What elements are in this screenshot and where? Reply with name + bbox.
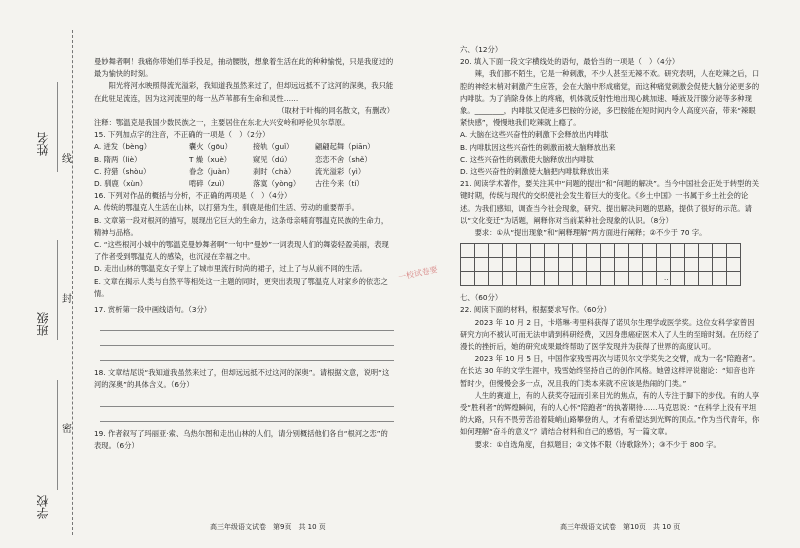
- grid-cell[interactable]: [727, 258, 741, 272]
- q15-stem: 15. 下列加点字的注音，不正确的一项是（ ）（2分）: [94, 130, 270, 140]
- q16-option: A. 传统的鄂温克人生活在山林，以打猎为生，驯鹿是他们生活、劳动的重要帮手。: [94, 203, 359, 213]
- section-6-heading: 六、（12分）: [460, 45, 503, 54]
- q20-option: B. 内啡肽因这些兴奋性的刺激而被大脑释放出来: [460, 142, 616, 152]
- grid-cell[interactable]: [461, 244, 475, 258]
- grid-cell[interactable]: [573, 272, 587, 286]
- grid-cell[interactable]: [643, 272, 657, 286]
- grid-cell[interactable]: [489, 258, 503, 272]
- grid-cell[interactable]: [517, 244, 531, 258]
- q15-option-row: C. 狩猎（shòu） 眷念（juàn） 刹时（chà） 流光溢彩（yì）: [94, 166, 366, 176]
- grid-cell[interactable]: [615, 272, 629, 286]
- grid-cell[interactable]: [685, 272, 699, 286]
- grid-cell[interactable]: [559, 258, 573, 272]
- grid-end-mark: ..: [664, 274, 669, 283]
- grid-cell[interactable]: [713, 244, 727, 258]
- left-footer: 高三年级语文试卷 第9页 共 10 页: [210, 523, 326, 531]
- name-blank: [57, 82, 58, 172]
- q15-option-row: A. 迸发（bèng） 囊火（gōu） 接轨（guǐ） 翩翩起舞（piān）: [94, 142, 375, 152]
- right-footer: 高三年级语文试卷 第10页 共 10 页: [560, 523, 681, 531]
- q16-option: D. 走出山林的鄂温克女子穿上了城市里流行时尚的裙子，过上了与从前不同的生活。: [94, 264, 367, 274]
- grid-cell[interactable]: [489, 272, 503, 286]
- q15-option-row: B. 隋两（liè） T 燥（xuè） 窥见（dú） 恋恋不舍（shě）: [94, 154, 372, 164]
- grid-cell[interactable]: [629, 272, 643, 286]
- grid-cell[interactable]: [503, 244, 517, 258]
- answer-line[interactable]: [100, 346, 394, 361]
- grid-cell[interactable]: [601, 258, 615, 272]
- q22-stem: 22. 阅读下面的材料，根据要求写作。（60分）: [460, 305, 611, 315]
- binding-margin: [0, 0, 82, 548]
- answer-line[interactable]: [100, 331, 394, 346]
- q18-stem: 18. 文章结尾说“我知道我虽然来过了，但却远远抵不过这河的深奥”。请根据文意，说明“这河的深奥”的具体含义。（6分）: [94, 368, 390, 390]
- grid-cell[interactable]: [531, 258, 545, 272]
- grid-cell[interactable]: [601, 272, 615, 286]
- answer-grid[interactable]: [460, 243, 741, 286]
- q17-stem: 17. 赏析第一段中画线语句。（3分）: [94, 305, 212, 315]
- grid-cell[interactable]: [671, 244, 685, 258]
- grid-cell[interactable]: [489, 244, 503, 258]
- q20-passage: 辣，我们都不陌生，它是一种刺激，不少人甚至无辣不欢。研究表明，人在吃辣之后，口腔的神经末梢对刺激产生应答，会在大脑中形成痛觉，而这种痛觉刺激会促使大脑分泌更多的内啡肽。为了消除身体上的疼痛，机体就反射性地出现心跳加速、唾液及汗腺分泌等多种现象。________，内啡肽又促进多巴胺的分泌，多巴胺能在短时间内令人高度兴奋，带来“辣眼紧快感”，慢慢地我们吃辣就上瘾了。: [460, 69, 760, 128]
- answer-line[interactable]: [100, 316, 394, 331]
- grid-cell[interactable]: [699, 258, 713, 272]
- grid-cell[interactable]: [671, 272, 685, 286]
- q21-requirement: 要求：①从“提出现象”和“阐释理解”两方面进行阐释；②不少于 70 字。: [474, 228, 707, 238]
- seal-word-seal: 封: [62, 294, 72, 305]
- passage-note: 注释：鄂温克是我国少数民族之一，主要居住在东北大兴安岭和呼伦贝尔草原。: [94, 118, 350, 128]
- grid-cell[interactable]: [671, 258, 685, 272]
- grid-cell[interactable]: [699, 272, 713, 286]
- material-3: 人生的赛道上，有的人获奖夺冠而引来目光的焦点，有的人专注于脚下的步伐。有的人享受“胜利者”的辉煌瞬间，有的人心怀“陪跑者”的执著期待……马克思说：“在科学上没有平坦的大路，只有不畏劳苦沿着陡峭山路攀登的人，才有希望达到光辉的顶点。”作为当代青年，你如何理解“奋斗的意义”？请结合材料和自己的感悟，写一篇文章。: [460, 390, 760, 437]
- grid-cell[interactable]: [657, 244, 671, 258]
- grid-cell[interactable]: [643, 258, 657, 272]
- q20-option: A. 大脑在这些兴奋性的刺激下会释放出内啡肽: [460, 130, 609, 140]
- grid-cell[interactable]: [727, 244, 741, 258]
- grid-cell[interactable]: [517, 258, 531, 272]
- q20-stem: 20. 填入下面一段文字横线处的语句，最恰当的一项是（ ）（4分）: [460, 57, 680, 67]
- grid-cell[interactable]: [475, 244, 489, 258]
- grid-cell[interactable]: [685, 244, 699, 258]
- material-2: 2023 年 10 月 5 日，中国作家残雪再次与诺贝尔文学奖失之交臂，成为一名“陪跑者”。在长达 30 年的文学生涯中，残雪始终坚持自己的创作风格。她曾这样评说谢论：“知音也许暂时少，但慢慢会多一点，况且我的门类本来就不应该是热闹的门类。”: [460, 354, 760, 388]
- passage-source: （取材于叶梅的同名散文，有删改）: [277, 105, 394, 115]
- seal-word-line: 线: [62, 154, 72, 165]
- left-column: [94, 56, 394, 452]
- right-column: [460, 44, 760, 451]
- grid-cell[interactable]: [573, 258, 587, 272]
- grid-cell[interactable]: [559, 272, 573, 286]
- grid-cell[interactable]: [699, 244, 713, 258]
- passage-intro: 曼妙舞者啊！我痛你带她们举手投足，抽动腰肢，想象着生活在此的种种愉悦，只是我度过的最为愉快的时刻。: [94, 57, 394, 79]
- grid-cell[interactable]: [461, 258, 475, 272]
- class-blank: [57, 240, 58, 340]
- grid-cell[interactable]: [545, 272, 559, 286]
- grid-cell[interactable]: [545, 258, 559, 272]
- grid-cell[interactable]: [461, 272, 475, 286]
- answer-line[interactable]: [100, 392, 394, 407]
- grid-cell[interactable]: [545, 244, 559, 258]
- q15-option-row: D. 驯鹿（xùn） 啃碎（zuì） 落寞（yòng） 古往今来（tí）: [94, 179, 364, 189]
- q20-option: C. 这些兴奋性的刺激使大脑释放出内啡肽: [460, 154, 594, 164]
- grid-cell[interactable]: [727, 272, 741, 286]
- grid-cell[interactable]: [657, 258, 671, 272]
- name-label: 姓名: [36, 132, 50, 156]
- school-blank: [57, 380, 58, 490]
- section-7-heading: 七、（60分）: [460, 293, 503, 303]
- grid-cell[interactable]: [587, 244, 601, 258]
- passage-para: 阳光将河水映照得流光溢彩，我知道我虽然来过了，但却远远抵不了这河的深奥，我只能在此驻足流连，因为这河流里的每一丛芦苇都有生命和灵性……: [94, 81, 394, 103]
- q16-option: C. “这些根河小城中的鄂温克曼妙舞者啊”一句中“曼妙”一词表现人们的舞姿轻盈美丽，表现了作者受到鄂温克人的感染，也沉浸在幸福之中。: [94, 240, 389, 262]
- grid-cell[interactable]: [629, 244, 643, 258]
- q16-stem: 16. 下列对作品的概括与分析，不正确的两项是（ ）（4分）: [94, 191, 292, 201]
- grid-cell[interactable]: [559, 244, 573, 258]
- grid-cell[interactable]: [475, 258, 489, 272]
- q20-option: D. 这些兴奋性的刺激使大脑把内啡肽释放出来: [460, 167, 609, 177]
- cut-line: [72, 30, 73, 535]
- grid-cell[interactable]: [517, 272, 531, 286]
- q19-stem: 19. 作者叙写了玛丽亚·索、乌热尔图和走出山林的人们，请分别概括他们各自“根河之恋”的表现。（6分）: [94, 428, 388, 450]
- q21-stem: 21. 阅读学术著作，要关注其中“问题的提出”和“问题的解决”。当今中国社会正处于转型的关键时期，传统与现代的交织使社会发生着巨大的变化。《乡土中国》一书属于乡土社会的论述。为我们感知，调查当今社会现象，研究、提出解决问题的思路，提供了很好的示范。请以“文化变迁”为话题，阐释你对当前某种社会现象的认识。（8分）: [460, 179, 760, 225]
- grid-cell[interactable]: [573, 244, 587, 258]
- grid-cell[interactable]: [685, 258, 699, 272]
- grid-cell[interactable]: [615, 258, 629, 272]
- grid-cell[interactable]: [531, 272, 545, 286]
- q16-option: B. 文章第一段对根河的描写，展现出它巨大的生命力，这条母亲哺育鄂温克民族的生命力，精神与品格。: [94, 215, 389, 237]
- grid-cell[interactable]: [629, 258, 643, 272]
- material-1: 2023 年 10 月 2 日，卡塔琳·考里科获得了诺贝尔生理学或医学奖。这位女科学家曾因研究方向不被认可而无法申请到科研经费，又因身患癌症医术入了人生的至暗时刻。在历经了漫长的挫折后，她的研究成果最终帮助了医学发现并为获得了世界的高度认可。: [460, 317, 760, 352]
- school-label: 学校: [36, 495, 50, 519]
- grid-cell[interactable]: [615, 244, 629, 258]
- grid-cell[interactable]: [713, 272, 727, 286]
- grid-cell[interactable]: [643, 244, 657, 258]
- grid-cell[interactable]: [503, 272, 517, 286]
- grid-cell[interactable]: [713, 258, 727, 272]
- q16-option: E. 文章在揭示人类与自然平等相处这一主题的同时，更突出表现了鄂温克人对家乡的依恋之情。: [94, 276, 388, 298]
- grid-cell[interactable]: [475, 272, 489, 286]
- grid-cell[interactable]: [503, 258, 517, 272]
- grid-cell[interactable]: [587, 258, 601, 272]
- answer-line[interactable]: [100, 407, 394, 422]
- red-stamp: 一校试卷要: [397, 264, 439, 283]
- seal-word-secret: 密: [62, 424, 72, 435]
- grid-cell[interactable]: [587, 272, 601, 286]
- grid-cell[interactable]: [531, 244, 545, 258]
- grid-cell[interactable]: [601, 244, 615, 258]
- writing-requirement: 要求：①自选角度，自拟题目；②文体不限（诗歌除外）；③不少于 800 字。: [474, 439, 721, 449]
- class-label: 班级: [36, 312, 50, 336]
